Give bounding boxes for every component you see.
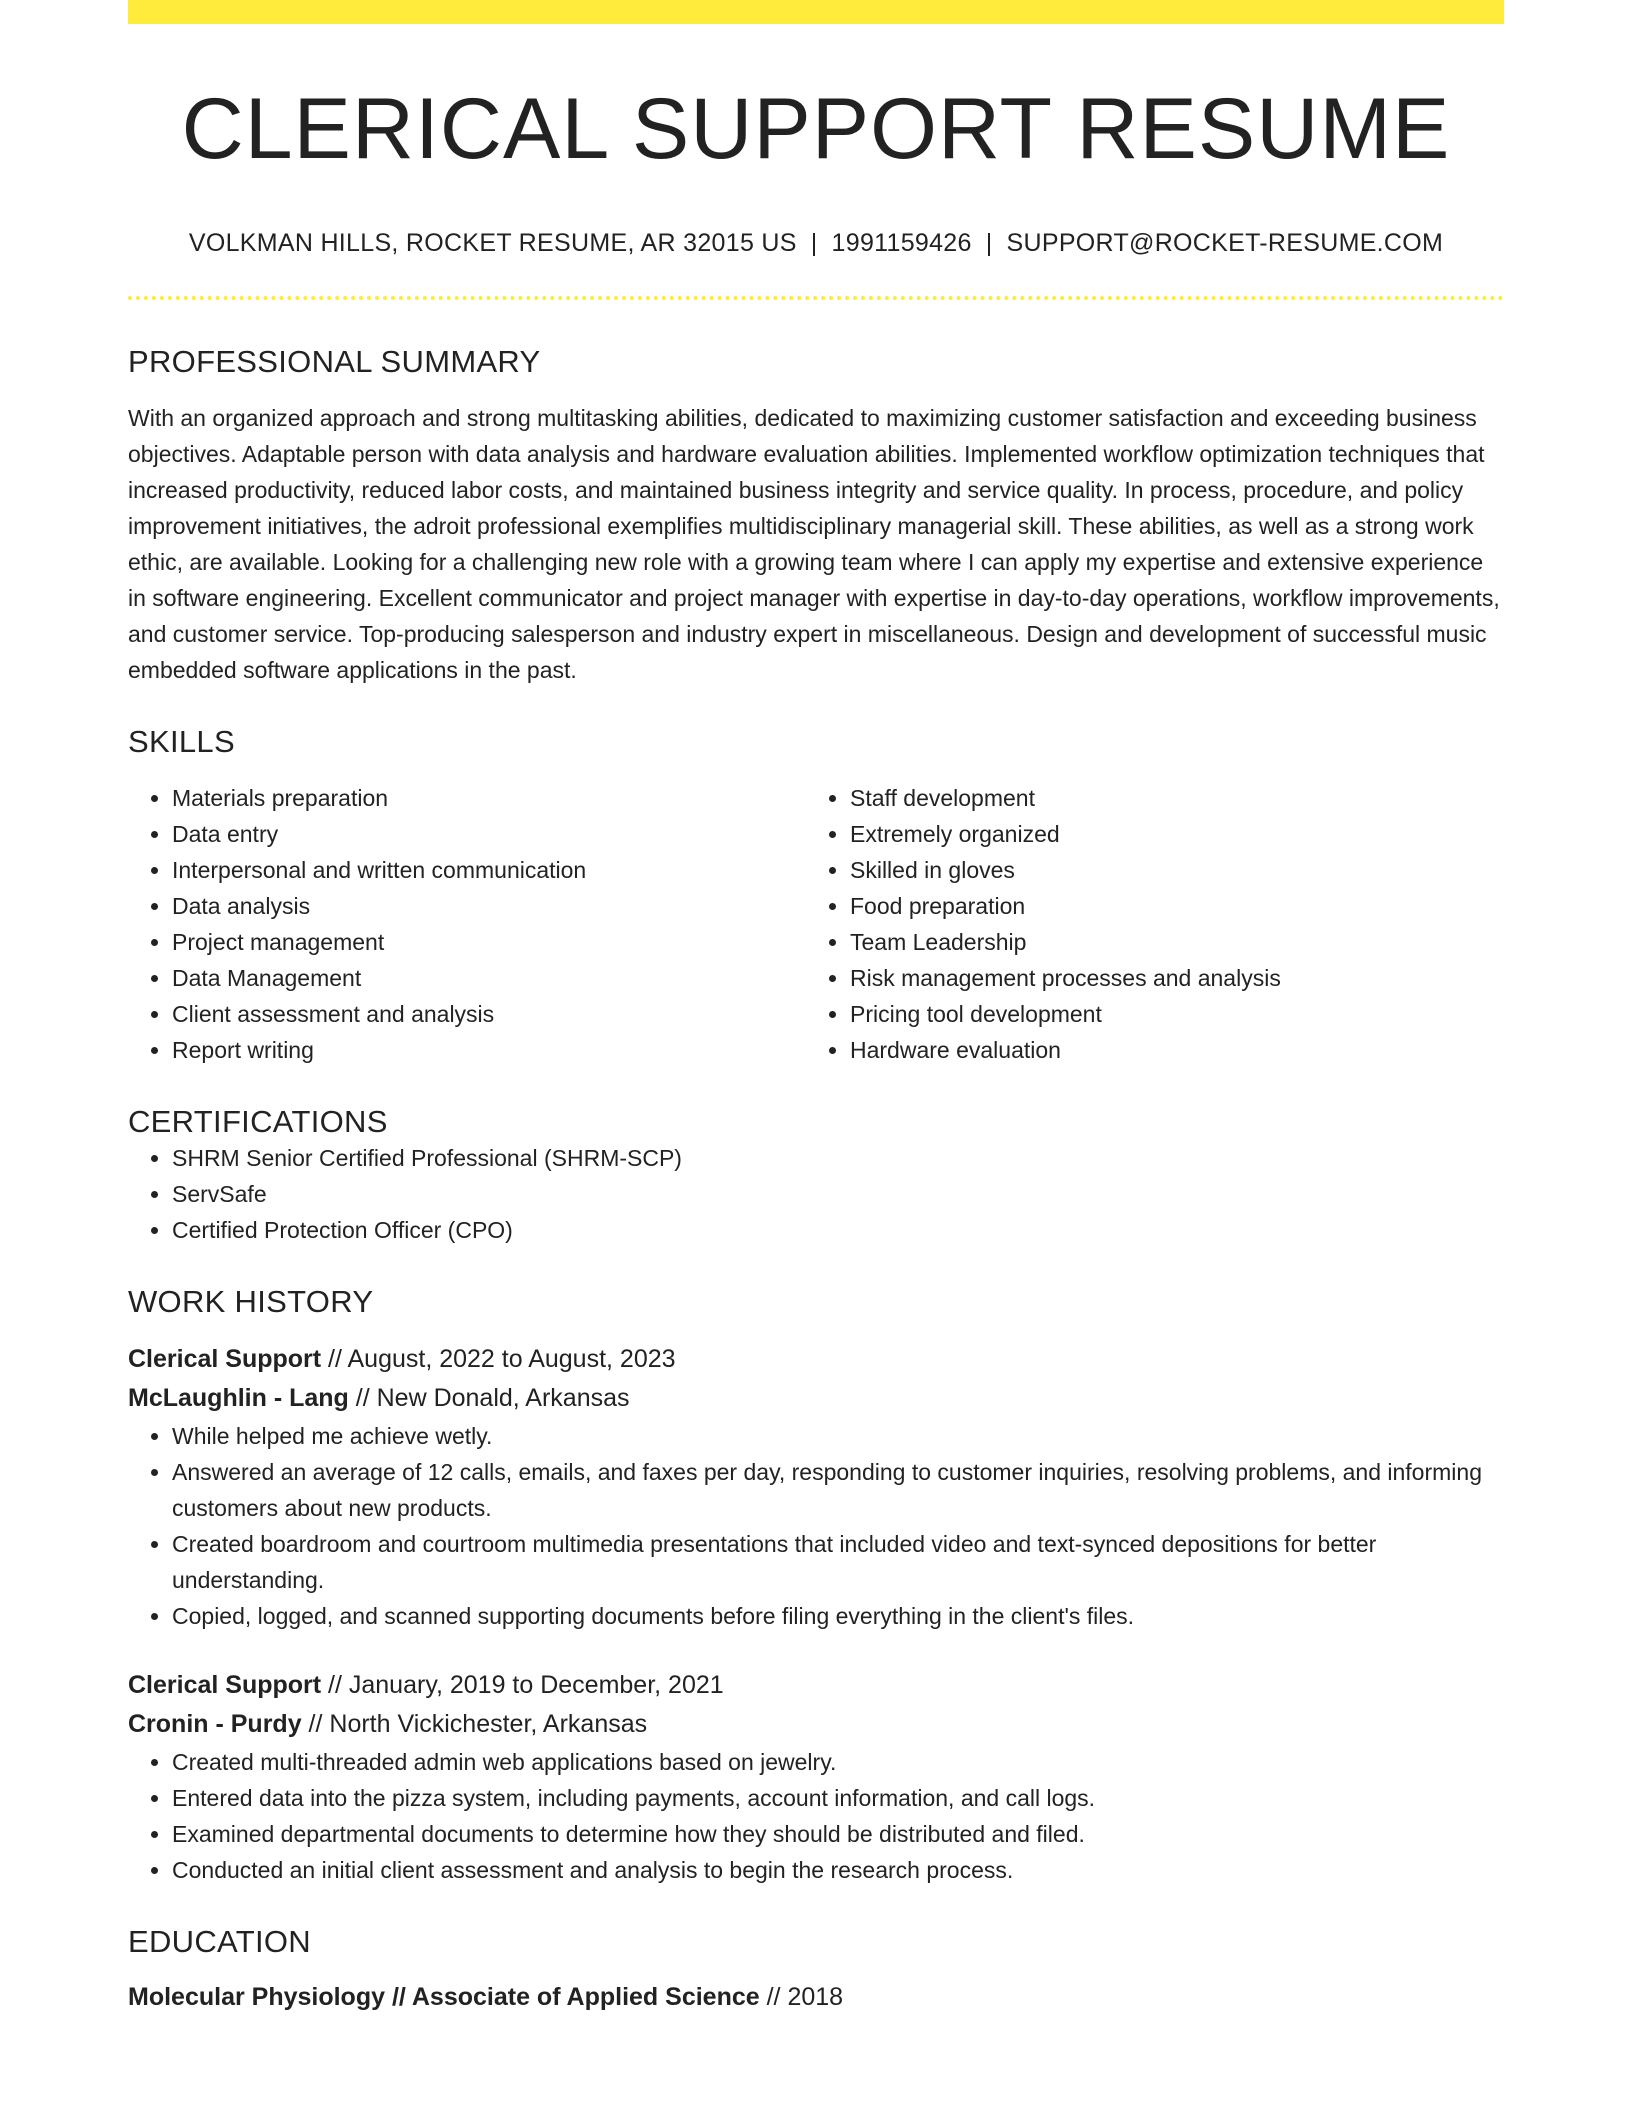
skill-item: • Risk management processes and analysis bbox=[850, 960, 1484, 996]
job-location: // New Donald, Arkansas bbox=[348, 1383, 630, 1412]
certification-item: • SHRM Senior Certified Professional (SHRM-SCP) bbox=[172, 1140, 1504, 1176]
certification-item: • Certified Protection Officer (CPO) bbox=[172, 1212, 1504, 1248]
job-company: Cronin - Purdy bbox=[128, 1709, 302, 1738]
job-bullet: • Copied, logged, and scanned supporting documents before filing everything in the client's files. bbox=[172, 1598, 1504, 1634]
skill-item: • Skilled in gloves bbox=[850, 852, 1484, 888]
job-bullet: • Examined departmental documents to determine how they should be distributed and filed. bbox=[172, 1816, 1504, 1852]
dotted-divider bbox=[128, 296, 1504, 300]
education-year: // 2018 bbox=[759, 1982, 844, 2011]
resume-title: CLERICAL SUPPORT RESUME bbox=[181, 81, 1451, 177]
certifications-heading: CERTIFICATIONS bbox=[128, 1103, 388, 1139]
job-entry bbox=[128, 1666, 1504, 1888]
contact-separator: | bbox=[985, 228, 993, 257]
skill-item: • Data Management bbox=[172, 960, 806, 996]
job-bullet: • Entered data into the pizza system, including payments, account information, and call logs. bbox=[172, 1780, 1504, 1816]
job-bullet: • While helped me achieve wetly. bbox=[172, 1418, 1504, 1454]
skill-item: • Extremely organized bbox=[850, 816, 1484, 852]
job-dates: // August, 2022 to August, 2023 bbox=[321, 1344, 676, 1373]
job-location: // North Vickichester, Arkansas bbox=[301, 1709, 648, 1738]
certification-item: • ServSafe bbox=[172, 1176, 1504, 1212]
contact-line bbox=[128, 229, 1504, 258]
job-header bbox=[128, 1340, 1504, 1418]
education-degree: Molecular Physiology // Associate of Applied Science bbox=[128, 1982, 760, 2011]
education-entry bbox=[128, 1978, 1504, 2017]
summary-heading: PROFESSIONAL SUMMARY bbox=[128, 343, 541, 379]
contact-phone: 1991159426 bbox=[831, 228, 972, 257]
job-bullet: • Created boardroom and courtroom multimedia presentations that included video and text-synced depositions for better understanding. bbox=[172, 1526, 1504, 1598]
summary-text: With an organized approach and strong multitasking abilities, dedicated to maximizing customer satisfaction and exceeding business objectives. Adaptable person with data analysis and hardware evaluation abilities. Implemented workflow optimization techniques that increased productivity, reduced labor costs, and maintained business integrity and service quality. In process, procedure, and policy improvement initiatives, the adroit professional exemplifies multidisciplinary managerial skill. These abilities, as well as a strong work ethic, are available. Looking for a challenging new role with a growing team where I can apply my expertise and extensive experience in software engineering. Excellent communicator and project manager with expertise in day-to-day operations, workflow improvements, and customer service. Top-producing salesperson and industry expert in miscellaneous. Design and development of successful music embedded software applications in the past. bbox=[128, 404, 1500, 683]
contact-email[interactable]: SUPPORT@ROCKET-RESUME.COM bbox=[1006, 228, 1444, 257]
certifications-list bbox=[128, 1140, 1504, 1248]
skill-item: • Project management bbox=[172, 924, 806, 960]
skill-item: • Report writing bbox=[172, 1032, 806, 1068]
contact-address: VOLKMAN HILLS, ROCKET RESUME, AR 32015 US bbox=[188, 228, 797, 257]
job-entry bbox=[128, 1340, 1504, 1634]
skill-item: • Food preparation bbox=[850, 888, 1484, 924]
skill-item: • Team Leadership bbox=[850, 924, 1484, 960]
skills-heading: SKILLS bbox=[128, 723, 235, 759]
job-title: Clerical Support bbox=[128, 1670, 322, 1699]
job-bullet: • Answered an average of 12 calls, emails, and faxes per day, responding to customer inquiries, resolving problems, and informing customers about new products. bbox=[172, 1454, 1504, 1526]
work-history-heading: WORK HISTORY bbox=[128, 1283, 374, 1319]
job-title: Clerical Support bbox=[128, 1344, 322, 1373]
skill-item: • Hardware evaluation bbox=[850, 1032, 1484, 1068]
skill-item: • Staff development bbox=[850, 780, 1484, 816]
job-dates: // January, 2019 to December, 2021 bbox=[321, 1670, 724, 1699]
job-company: McLaughlin - Lang bbox=[128, 1383, 349, 1412]
job-bullets bbox=[128, 1744, 1504, 1888]
job-header bbox=[128, 1666, 1504, 1744]
skill-item: • Interpersonal and written communication bbox=[172, 852, 806, 888]
skill-item: • Data analysis bbox=[172, 888, 806, 924]
skill-item: • Client assessment and analysis bbox=[172, 996, 806, 1032]
resume-page bbox=[128, 0, 1504, 2017]
education-heading: EDUCATION bbox=[128, 1923, 311, 1959]
skill-item: • Data entry bbox=[172, 816, 806, 852]
contact-separator: | bbox=[810, 228, 818, 257]
skills-column-right bbox=[806, 780, 1484, 1068]
skills-column-left bbox=[128, 780, 806, 1068]
skill-item: • Pricing tool development bbox=[850, 996, 1484, 1032]
job-bullets bbox=[128, 1418, 1504, 1634]
job-bullet: • Created multi-threaded admin web applications based on jewelry. bbox=[172, 1744, 1504, 1780]
skill-item: • Materials preparation bbox=[172, 780, 806, 816]
job-bullet: • Conducted an initial client assessment and analysis to begin the research process. bbox=[172, 1852, 1504, 1888]
skills-grid bbox=[128, 780, 1504, 1068]
accent-top-bar bbox=[128, 0, 1504, 24]
